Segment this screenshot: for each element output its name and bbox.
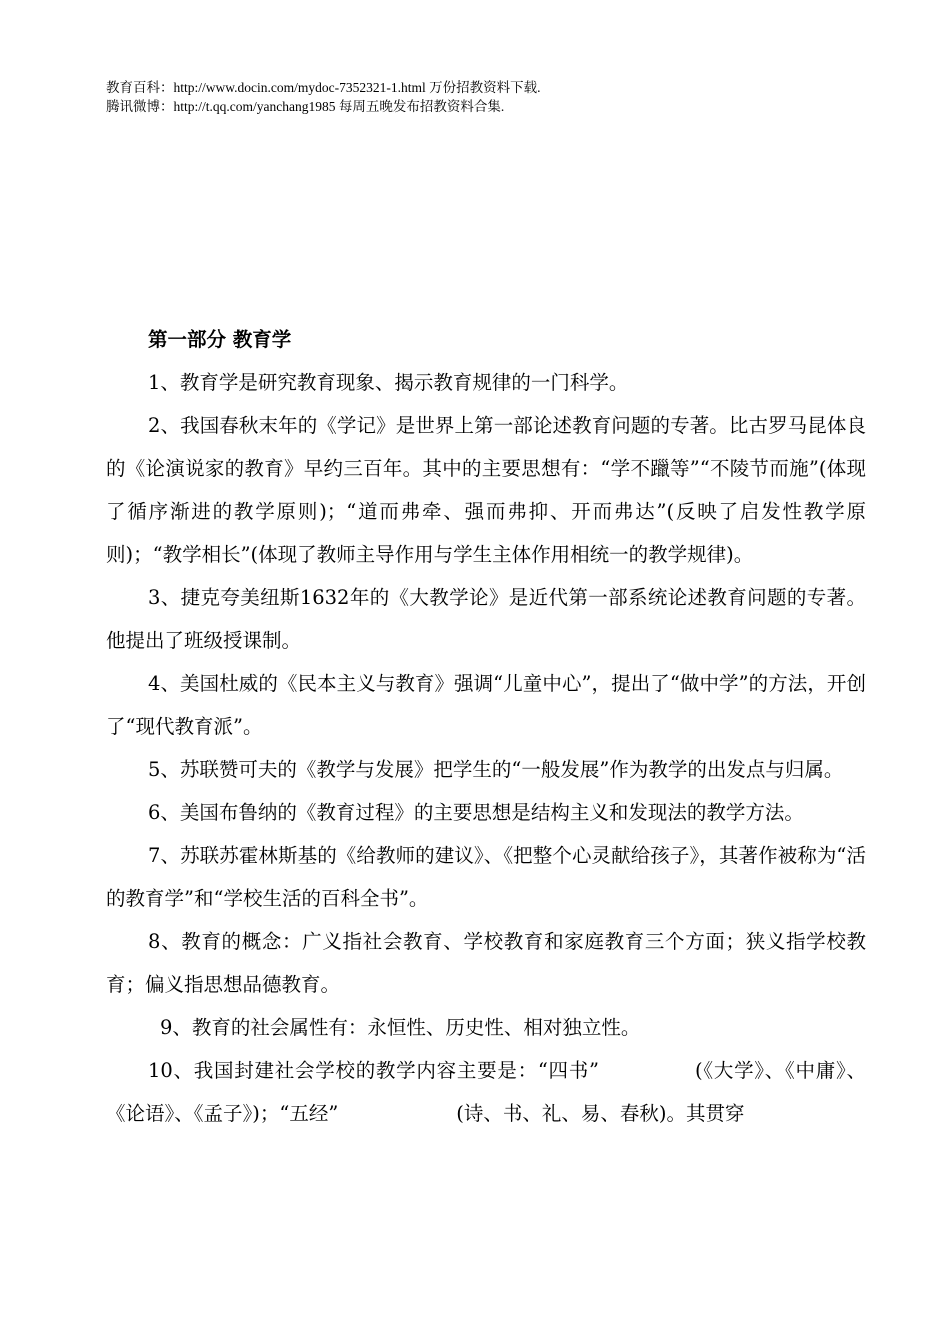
- paragraph-9: 9、教育的社会属性有：永恒性、历史性、相对独立性。: [160, 1016, 641, 1039]
- header-line-docin: 教育百科：http://www.docin.com/mydoc-7352321-1.html 万份招教资料下载.: [106, 80, 541, 95]
- paragraph-1: 1、教育学是研究教育现象、揭示教育规律的一门科学。: [148, 371, 629, 394]
- header-line-weibo: 腾讯微博：http://t.qq.com/yanchang1985 每周五晚发布招教资料合集.: [106, 99, 505, 114]
- paragraph-10-part3: (诗、书、礼、易、春秋)。其贯穿: [456, 1102, 745, 1125]
- document-body: [106, 318, 866, 1135]
- paragraph-4: 4、美国杜威的《民本主义与教育》强调“儿童中心”，提出了“做中学”的方法，开创了“现代教育派”。: [106, 672, 866, 738]
- paragraph-8: 8、教育的概念：广义指社会教育、学校教育和家庭教育三个方面；狭义指学校教育；偏义指思想品德教育。: [106, 930, 866, 996]
- paragraph-10-part2: (《大学》、《中庸》、《论语》、《孟子》)；“五经”: [106, 1059, 866, 1125]
- paragraph-2: 2、我国春秋末年的《学记》是世界上第一部论述教育问题的专著。比古罗马昆体良的《论演说家的教育》早约三百年。其中的主要思想有：“学不躐等”“不陵节而施”(体现了循序渐进的教学原则)；“道而弗牵、强而弗抑、开而弗达”(反映了启发性教学原则)；“教学相长”(体现了教师主导作用与学生主体作用相统一的教学规律)。: [106, 414, 866, 566]
- section-title: 第一部分 教育学: [148, 328, 292, 351]
- paragraph-5: 5、苏联赞可夫的《教学与发展》把学生的“一般发展”作为教学的出发点与归属。: [148, 758, 844, 781]
- paragraph-10: [106, 1049, 866, 1135]
- paragraph-7: 7、苏联苏霍林斯基的《给教师的建议》、《把整个心灵献给孩子》，其著作被称为“活的教育学”和“学校生活的百科全书”。: [106, 844, 866, 910]
- page-header: [106, 78, 540, 116]
- paragraph-3: 3、捷克夸美纽斯1632年的《大教学论》是近代第一部系统论述教育问题的专著。他提出了班级授课制。: [106, 586, 866, 652]
- paragraph-10-part1: 10、我国封建社会学校的教学内容主要是：“四书”: [148, 1059, 599, 1082]
- paragraph-6: 6、美国布鲁纳的《教育过程》的主要思想是结构主义和发现法的教学方法。: [148, 801, 804, 824]
